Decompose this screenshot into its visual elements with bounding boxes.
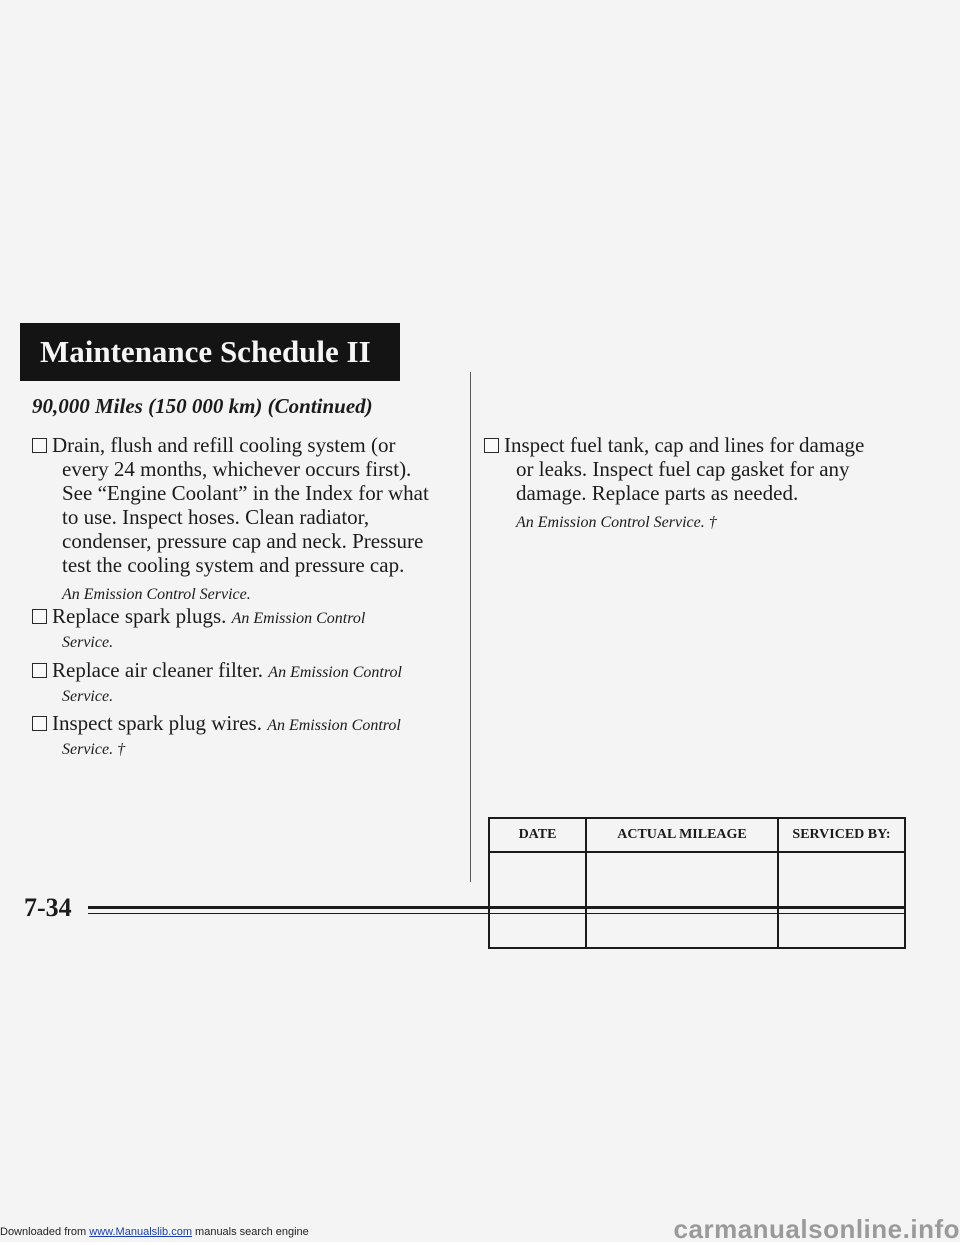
page-number: 7-34 <box>24 893 72 922</box>
emission-note-cont: Service. † <box>62 741 126 758</box>
footer-rule-thick <box>88 906 904 909</box>
checkbox-icon[interactable] <box>32 716 47 731</box>
item-text: Replace spark plugs. <box>52 604 227 628</box>
item-text-line: damage. Replace parts as needed. <box>516 481 799 505</box>
item-text-line: to use. Inspect hoses. Clean radiator, <box>62 505 370 529</box>
checklist-item-air-filter <box>32 658 462 709</box>
footer-prefix: Downloaded from <box>0 1226 90 1238</box>
checkbox-icon[interactable] <box>32 438 47 453</box>
item-text: Drain, flush and refill cooling system (or <box>52 433 396 457</box>
site-watermark: carmanualsonline.info <box>673 1214 960 1244</box>
checklist-item-cooling <box>32 433 462 607</box>
table-header-row <box>489 818 905 852</box>
column-divider <box>470 372 471 882</box>
mileage-cell[interactable] <box>586 852 778 948</box>
item-text-line: test the cooling system and pressure cap. <box>62 553 405 577</box>
emission-note: An Emission Control <box>231 610 366 627</box>
emission-note: An Emission Control <box>268 664 402 681</box>
table-row <box>489 852 905 948</box>
item-text-line: See “Engine Coolant” in the Index for what <box>62 481 429 505</box>
section-header-tab <box>20 323 400 381</box>
mileage-heading: 90,000 Miles (150 000 km) (Continued) <box>32 394 373 418</box>
item-text-line: every 24 months, whichever occurs first). <box>62 457 412 481</box>
checklist-item-spark-plugs <box>32 604 462 655</box>
emission-note: An Emission Control Service. <box>62 586 251 603</box>
emission-note: An Emission Control <box>267 717 401 734</box>
checkbox-icon[interactable] <box>32 609 47 624</box>
checkbox-icon[interactable] <box>484 438 499 453</box>
emission-note-cont: Service. <box>62 688 114 705</box>
checklist-item-fuel-tank <box>484 433 914 535</box>
footer-suffix: manuals search engine <box>191 1226 309 1238</box>
item-text: Inspect spark plug wires. <box>52 711 262 735</box>
checklist-item-plug-wires <box>32 711 462 762</box>
section-header-title: Maintenance Schedule II <box>40 334 371 369</box>
item-text-line: condenser, pressure cap and neck. Pressure <box>62 529 424 553</box>
footer-rule-thin <box>88 913 904 914</box>
item-text: Replace air cleaner filter. <box>52 658 264 682</box>
date-column-header: DATE <box>489 818 586 852</box>
serviced-by-column-header: SERVICED BY: <box>778 818 905 852</box>
emission-note-cont: Service. <box>62 634 114 651</box>
emission-note: An Emission Control Service. † <box>516 514 717 531</box>
mileage-column-header: ACTUAL MILEAGE <box>586 818 778 852</box>
item-text: Inspect fuel tank, cap and lines for damage <box>504 433 865 457</box>
manualslib-link[interactable]: www.Manualslib.com <box>89 1226 192 1238</box>
date-cell[interactable] <box>489 852 586 948</box>
service-record-table <box>488 817 906 949</box>
checkbox-icon[interactable] <box>32 663 47 678</box>
item-text-line: or leaks. Inspect fuel cap gasket for any <box>516 457 850 481</box>
download-footer <box>0 1226 309 1238</box>
serviced-by-cell[interactable] <box>778 852 905 948</box>
